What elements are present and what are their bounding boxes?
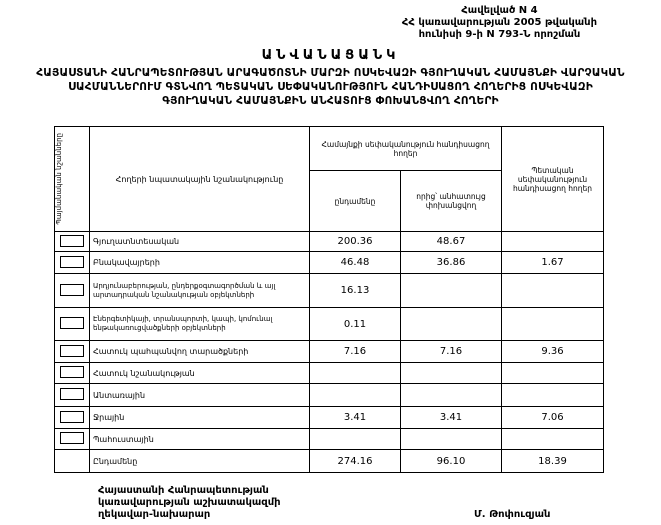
signer-position-line-1: Հայաստանի Հանրապետության: [98, 485, 269, 496]
row-name: Ջրային: [90, 407, 310, 429]
name-header: Հողերի նպատակային նշանակությունը: [90, 127, 310, 232]
totals-state: 18.39: [502, 450, 604, 473]
totals-name: Ընդամենը: [90, 450, 310, 473]
table-row: [55, 274, 604, 308]
incl-header: որից՝ անհատույց փոխանցվող: [401, 171, 502, 232]
legend-box: [60, 432, 84, 444]
code-cell: [55, 450, 90, 473]
row-incl: 7.16: [401, 341, 502, 363]
legend-box: [60, 345, 84, 357]
row-total: [310, 363, 401, 384]
signer-position-line-3: ղեկավար-նախարար: [98, 509, 211, 520]
code-cell: [55, 341, 90, 363]
row-total: [310, 429, 401, 450]
signer-position: [98, 485, 281, 521]
row-incl: [401, 274, 502, 308]
row-name: Անտառային: [90, 384, 310, 407]
code-header: Պայմանական նշանները: [55, 133, 63, 225]
row-state: [502, 384, 604, 407]
row-total: 46.48: [310, 252, 401, 274]
row-state: 9.36: [502, 341, 604, 363]
code-cell: [55, 363, 90, 384]
row-incl: [401, 384, 502, 407]
code-cell: [55, 252, 90, 274]
row-incl: [401, 308, 502, 341]
totals-row: [55, 450, 604, 473]
code-cell: [55, 308, 90, 341]
table-row: [55, 308, 604, 341]
row-name: Գյուղատնտեսական: [90, 232, 310, 252]
row-incl: 3.41: [401, 407, 502, 429]
state-header: Պետական սեփականություն հանդիսացող հողեր: [502, 127, 604, 232]
signer-name: Մ. Թոփուզյան: [474, 509, 551, 520]
legend-box: [60, 256, 84, 268]
row-incl: 36.86: [401, 252, 502, 274]
code-cell: [55, 429, 90, 450]
row-incl: [401, 363, 502, 384]
decree-line-2: հունիսի 9-ի N 793-Ն որոշման: [418, 29, 581, 40]
document-title: ԱՆՎԱՆԱՑԱՆԿ: [261, 48, 400, 63]
row-name: Էներգետիկայի, տրանսպորտի, կապի, կոմունալ ենթակառուցվածքների օբյեկտների: [90, 308, 310, 341]
row-incl: [401, 429, 502, 450]
table-row: [55, 407, 604, 429]
row-state: 1.67: [502, 252, 604, 274]
legend-box: [60, 235, 84, 247]
community-header: Համայնքի սեփականություն հանդիսացող հողեր: [310, 127, 502, 171]
table-row: [55, 384, 604, 407]
row-total: 7.16: [310, 341, 401, 363]
table-row: [55, 429, 604, 450]
row-state: [502, 363, 604, 384]
row-total: 3.41: [310, 407, 401, 429]
code-header-cell: [55, 127, 90, 232]
signer-position-line-2: կառավարության աշխատակազմի: [98, 497, 281, 508]
row-total: 200.36: [310, 232, 401, 252]
table-row: [55, 341, 604, 363]
row-name: Հատուկ պահպանվող տարածքների: [90, 341, 310, 363]
table-row: [55, 363, 604, 384]
legend-box: [60, 388, 84, 400]
code-cell: [55, 407, 90, 429]
legend-box: [60, 317, 84, 329]
row-name: Հատուկ նշանակության: [90, 363, 310, 384]
subtitle-line-3: ԳՅՈՒՂԱԿԱՆ ՀԱՄԱՅՆՔԻՆ ԱՆՀԱՏՈՒՑ ՓՈԽԱՆՑՎՈՂ ՀՈՂԵՐԻ: [162, 95, 499, 107]
header-row: [55, 127, 604, 171]
legend-box: [60, 366, 84, 378]
totals-incl: 96.10: [401, 450, 502, 473]
row-total: 0.11: [310, 308, 401, 341]
annex-header: [402, 5, 597, 41]
total-header: ընդամենը: [310, 171, 401, 232]
land-table: [54, 126, 604, 473]
document-subtitle: [0, 66, 661, 108]
decree-line-1: ՀՀ կառավարության 2005 թվականի: [401, 17, 597, 28]
subtitle-line-2: ՍԱՀՄԱՆՆԵՐՈՒՄ ԳՏՆՎՈՂ ՊԵՏԱԿԱՆ ՍԵՓԱԿԱՆՈՒԹՅՈՒՆ ՀԱՆԴԻՍԱՑՈՂ ՀՈՂԵՐԻՑ ՈՍԿԵՎԱԶԻ: [68, 81, 593, 93]
subtitle-line-1: ՀԱՅԱՍՏԱՆԻ ՀԱՆՐԱՊԵՏՈՒԹՅԱՆ ԱՐԱԳԱԾՈՏՆԻ ՄԱՐԶԻ ՈՍԿԵՎԱԶԻ ԳՅՈՒՂԱԿԱՆ ՀԱՄԱՅՆՔԻ ՎԱՐՉԱԿԱՆ: [36, 67, 625, 79]
row-state: [502, 232, 604, 252]
legend-box: [60, 411, 84, 423]
table-row: [55, 232, 604, 252]
row-state: [502, 274, 604, 308]
totals-total: 274.16: [310, 450, 401, 473]
row-state: [502, 429, 604, 450]
table-row: [55, 252, 604, 274]
row-name: Բնակավայրերի: [90, 252, 310, 274]
row-name: Պահուստային: [90, 429, 310, 450]
annex-number: Հավելված N 4: [461, 5, 538, 16]
row-total: 16.13: [310, 274, 401, 308]
row-state: 7.06: [502, 407, 604, 429]
code-cell: [55, 274, 90, 308]
legend-box: [60, 284, 84, 296]
code-cell: [55, 384, 90, 407]
row-incl: 48.67: [401, 232, 502, 252]
row-total: [310, 384, 401, 407]
row-name: Արդյունաբերության, ընդերքօգտագործման և այլ արտադրական նշանակության օբյեկտների: [90, 274, 310, 308]
code-cell: [55, 232, 90, 252]
row-state: [502, 308, 604, 341]
